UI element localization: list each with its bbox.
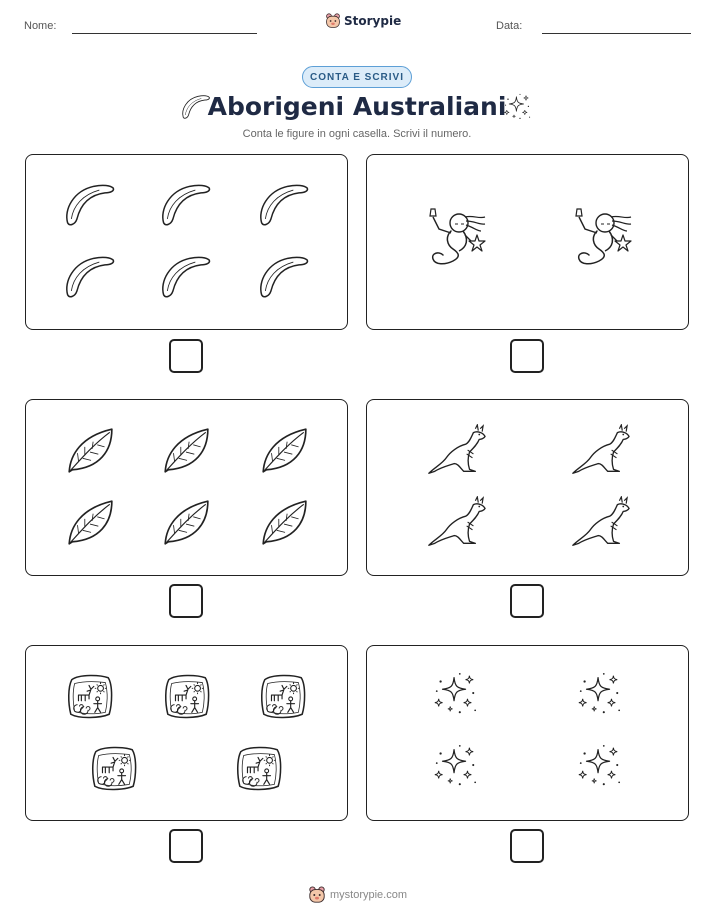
leaf-icon [160, 424, 212, 476]
date-label: Data: [496, 20, 523, 32]
rock-art-icon [66, 672, 114, 720]
answer-box[interactable] [510, 584, 544, 618]
counting-box [25, 645, 348, 821]
answer-box[interactable] [510, 829, 544, 863]
leaf-icon [258, 496, 310, 548]
answer-box[interactable] [169, 339, 203, 373]
leaf-icon [258, 424, 310, 476]
mascot-icon [325, 13, 341, 29]
counting-box [25, 154, 348, 330]
rock-art-icon [259, 672, 307, 720]
footer-url[interactable]: mystorypie.com [330, 889, 408, 901]
rock-art-icon [90, 744, 138, 792]
rock-art-icon [163, 672, 211, 720]
kangaroo-icon [425, 424, 487, 478]
boomerang-icon [62, 253, 118, 301]
sparkles-icon [502, 92, 532, 122]
brand-name: Storypie [344, 14, 402, 28]
date-line[interactable] [542, 33, 691, 34]
counting-box [25, 399, 348, 576]
page-title: Aborigeni Australiani [207, 92, 507, 121]
brand-logo [325, 13, 401, 29]
answer-box[interactable] [169, 584, 203, 618]
worksheet-tag: CONTA E SCRIVI [302, 66, 412, 88]
spirit-figure-icon [569, 207, 633, 271]
leaf-icon [64, 496, 116, 548]
instructions: Conta le figure in ogni casella. Scrivi il numero. [242, 128, 472, 140]
answer-box[interactable] [169, 829, 203, 863]
counting-box [366, 399, 689, 576]
boomerang-icon [158, 253, 214, 301]
spirit-figure-icon [423, 207, 487, 271]
mascot-icon [308, 886, 326, 904]
name-label: Nome: [24, 20, 57, 32]
leaf-icon [160, 496, 212, 548]
sparkles-icon [575, 742, 623, 790]
sparkles-icon [431, 742, 479, 790]
counting-box [366, 154, 689, 330]
boomerang-icon [62, 181, 118, 229]
footer [308, 886, 407, 904]
leaf-icon [64, 424, 116, 476]
boomerang-icon [256, 181, 312, 229]
kangaroo-icon [425, 496, 487, 550]
name-line[interactable] [72, 33, 257, 34]
rock-art-icon [235, 744, 283, 792]
kangaroo-icon [569, 496, 631, 550]
boomerang-icon [158, 181, 214, 229]
counting-box [366, 645, 689, 821]
answer-box[interactable] [510, 339, 544, 373]
boomerang-icon [256, 253, 312, 301]
kangaroo-icon [569, 424, 631, 478]
sparkles-icon [575, 670, 623, 718]
sparkles-icon [431, 670, 479, 718]
